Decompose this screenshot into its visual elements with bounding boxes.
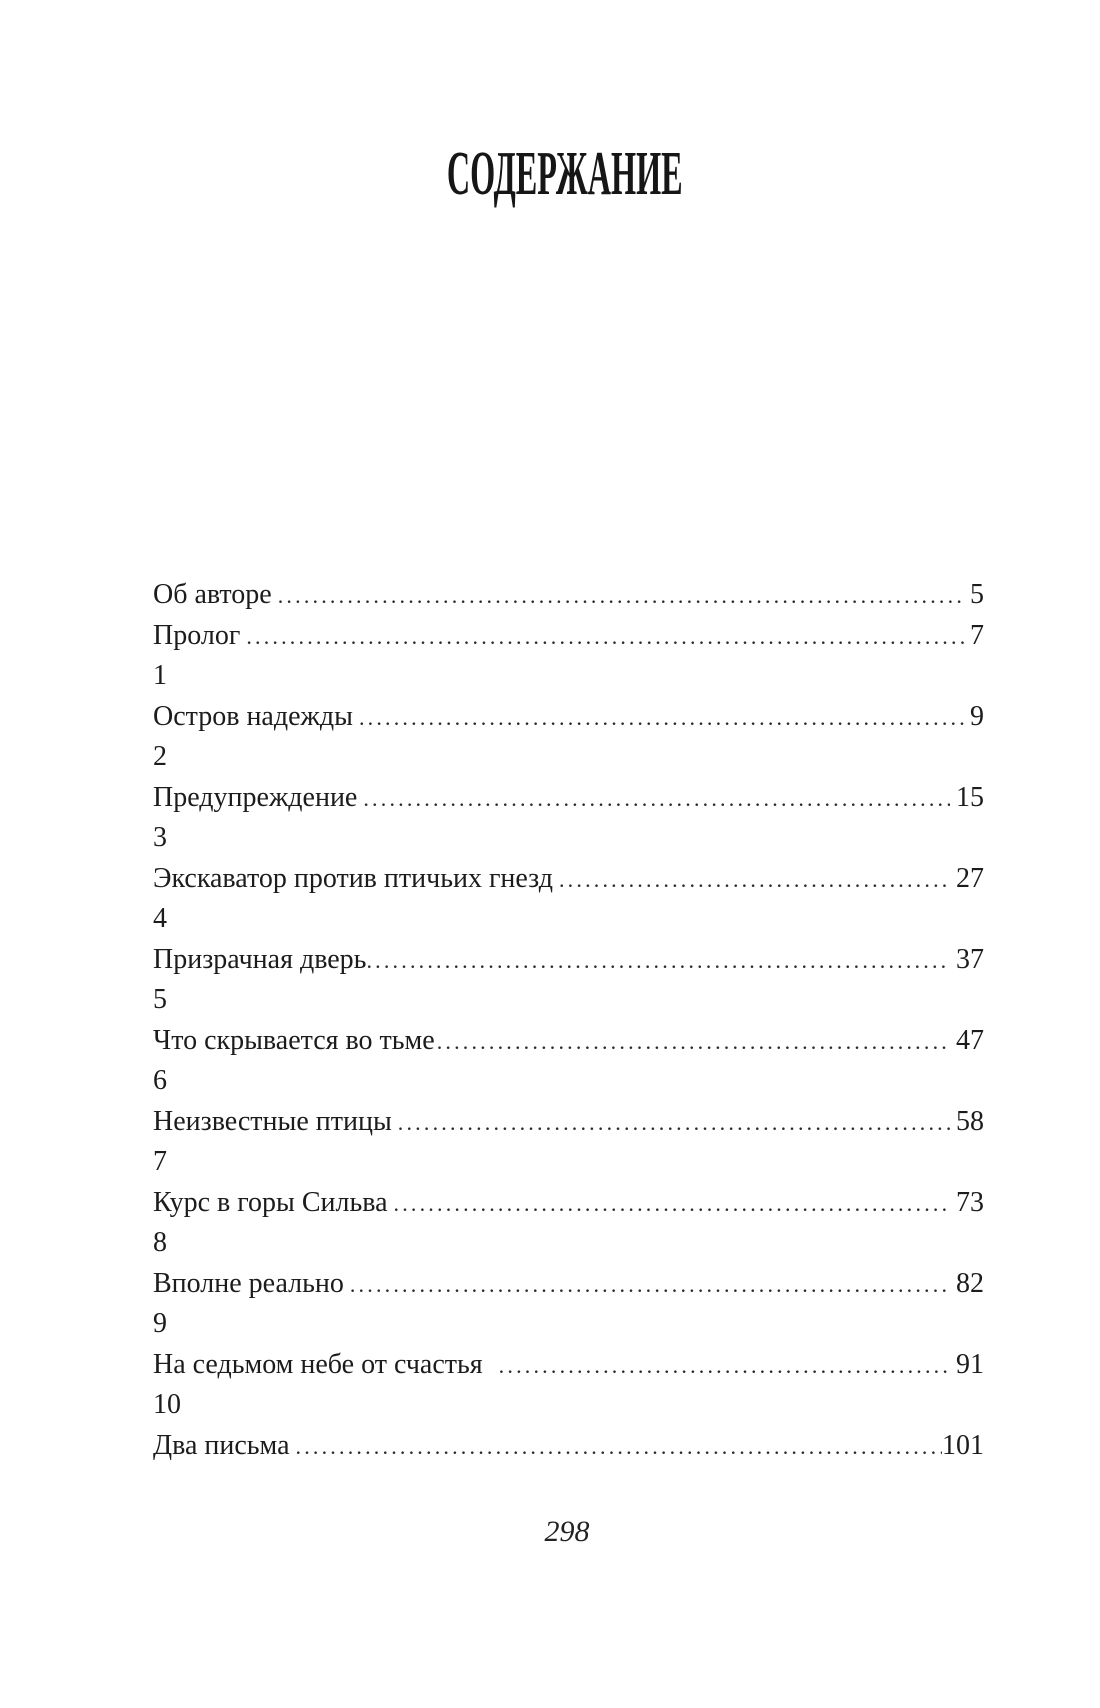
toc-entry-label: Остров надежды [153, 700, 353, 732]
dot-leader [394, 1184, 951, 1225]
toc-entry-label: Предупреждение [153, 781, 358, 813]
table-of-contents [153, 575, 984, 1466]
dot-leader [398, 1103, 950, 1144]
toc-entry-chapter-6[interactable] [153, 1102, 984, 1143]
toc-entry-chapter-10[interactable] [153, 1426, 984, 1467]
chapter-number: 6 [153, 1065, 167, 1096]
toc-entry-label: На седьмом небе от счастья [153, 1348, 483, 1380]
toc-entry-label: Неизвестные птицы [153, 1105, 392, 1137]
chapter-number: 4 [153, 903, 167, 934]
dot-leader [350, 1265, 950, 1306]
toc-entry-page: 73 [956, 1186, 984, 1218]
toc-entry-label: Экскаватор против птичьих гнезд [153, 862, 553, 894]
toc-entry-page: 91 [956, 1348, 984, 1380]
dot-leader [278, 576, 964, 617]
toc-entry-chapter-5[interactable] [153, 1021, 984, 1062]
dot-leader [296, 1427, 943, 1468]
toc-entry-page: 7 [970, 619, 984, 651]
dot-leader [359, 698, 964, 739]
chapter-number: 8 [153, 1227, 167, 1258]
toc-entry-page: 5 [970, 579, 984, 610]
chapter-number: 3 [153, 822, 167, 853]
dot-leader [437, 1022, 950, 1063]
title-container [0, 140, 1100, 213]
dot-leader [366, 941, 950, 982]
chapter-number: 1 [153, 660, 167, 691]
toc-entry-label: Об авторе [153, 579, 272, 610]
dot-leader [559, 860, 950, 901]
chapter-number: 5 [153, 984, 167, 1015]
toc-entry-label: Что скрывается во тьме [153, 1024, 435, 1056]
toc-entry-chapter-8[interactable] [153, 1264, 984, 1305]
toc-entry-page: 9 [970, 700, 984, 732]
page-number: 298 [544, 1515, 590, 1548]
toc-entry-label: Курс в горы Сильва [153, 1186, 388, 1218]
toc-entry-about-author[interactable] [153, 575, 984, 616]
toc-entry-page: 82 [956, 1267, 984, 1299]
toc-entry-label: Вполне реально [153, 1267, 344, 1299]
chapter-number: 10 [153, 1389, 181, 1420]
page-title: СОДЕРЖАНИЕ [447, 140, 683, 208]
toc-entry-page: 58 [956, 1105, 984, 1137]
toc-entry-chapter-7[interactable] [153, 1183, 984, 1224]
toc-entry-page: 101 [942, 1429, 984, 1461]
toc-entry-page: 27 [956, 862, 984, 894]
toc-entry-chapter-3[interactable] [153, 859, 984, 900]
toc-entry-page: 15 [956, 781, 984, 813]
chapter-number: 9 [153, 1308, 167, 1339]
toc-entry-chapter-4[interactable] [153, 940, 984, 981]
toc-entry-label: Пролог [153, 619, 241, 651]
toc-entry-label: Два письма [153, 1429, 290, 1461]
dot-leader [363, 779, 950, 820]
toc-entry-chapter-1[interactable] [153, 697, 984, 738]
toc-entry-label: Призрачная дверь [153, 943, 367, 975]
dot-leader [246, 617, 964, 658]
toc-entry-chapter-2[interactable] [153, 778, 984, 819]
toc-entry-page: 37 [956, 943, 984, 975]
chapter-number: 7 [153, 1146, 167, 1177]
toc-entry-prologue[interactable] [153, 616, 984, 657]
toc-entry-chapter-9[interactable] [153, 1345, 984, 1386]
toc-entry-page: 47 [956, 1024, 984, 1056]
chapter-number: 2 [153, 741, 167, 772]
dot-leader [499, 1346, 950, 1387]
